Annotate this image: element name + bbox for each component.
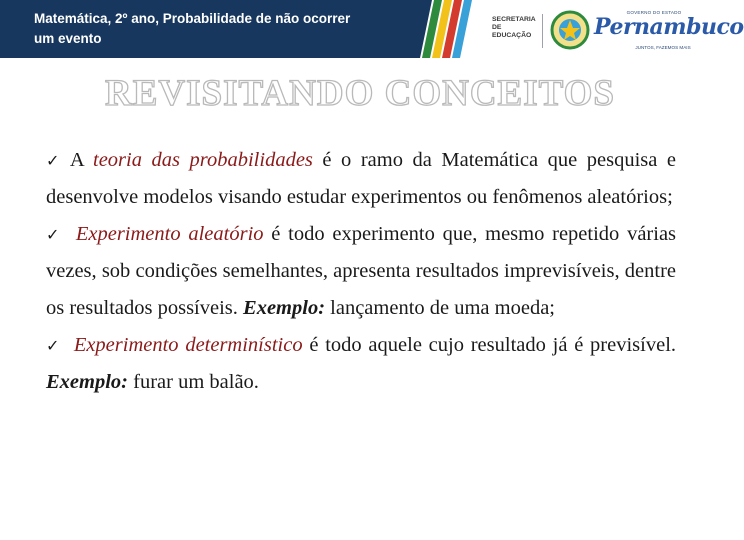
paragraph-random-experiment [46,216,676,327]
p2-term: Experimento aleatório [75,223,264,245]
p3-example-text: furar um balão. [128,371,259,393]
paragraph-deterministic-experiment [46,327,676,401]
p3-text: é todo aquele cujo resultado já é previsível. [302,334,677,356]
logo-divider [542,14,543,48]
header-bar [0,0,420,58]
paragraph-probability-theory [46,142,676,216]
p3-example-label: Exemplo: [46,371,128,393]
slogan: JUNTOS, FAZEMOS MAIS [635,45,691,50]
secretaria-line2: DE EDUCAÇÃO [492,24,532,39]
header-title-line2: um evento [34,31,102,46]
checkmark-icon: ✓ [46,225,63,244]
p1-pre: A [69,149,94,171]
secretaria-logo-text [492,16,538,40]
header-title-line1: Matemática, 2º ano, Probabilidade de não ocorrer [34,11,351,26]
p2-example-label: Exemplo: [243,297,326,319]
gov-label: GOVERNO DO ESTADO [626,10,682,15]
checkmark-icon: ✓ [46,336,62,355]
page-title: REVISITANDO CONCEITOS [104,73,615,114]
pernambuco-logo [594,6,744,56]
decorative-stripes [420,0,480,58]
logo-area [492,6,744,58]
state-name: Pernambuco [594,14,744,40]
p2-example-text: lançamento de uma moeda; [325,297,555,319]
p1-term: teoria das probabilidades [93,149,313,171]
secretaria-line1: SECRETARIA [492,16,536,23]
state-seal-icon [550,10,590,50]
p3-term: Experimento determinístico [73,334,303,356]
checkmark-icon: ✓ [46,151,64,170]
p2-text: é todo experimento que, mesmo repetido várias vezes, sob condições semelhantes, apresenta resultados imprevisíveis, dentre os resultados possíveis. [46,223,677,319]
p1-text: é o ramo da Matemática que pesquisa e desenvolve modelos visando estudar experimentos ou fenômenos aleatórios; [46,149,676,208]
content-body [46,142,676,401]
